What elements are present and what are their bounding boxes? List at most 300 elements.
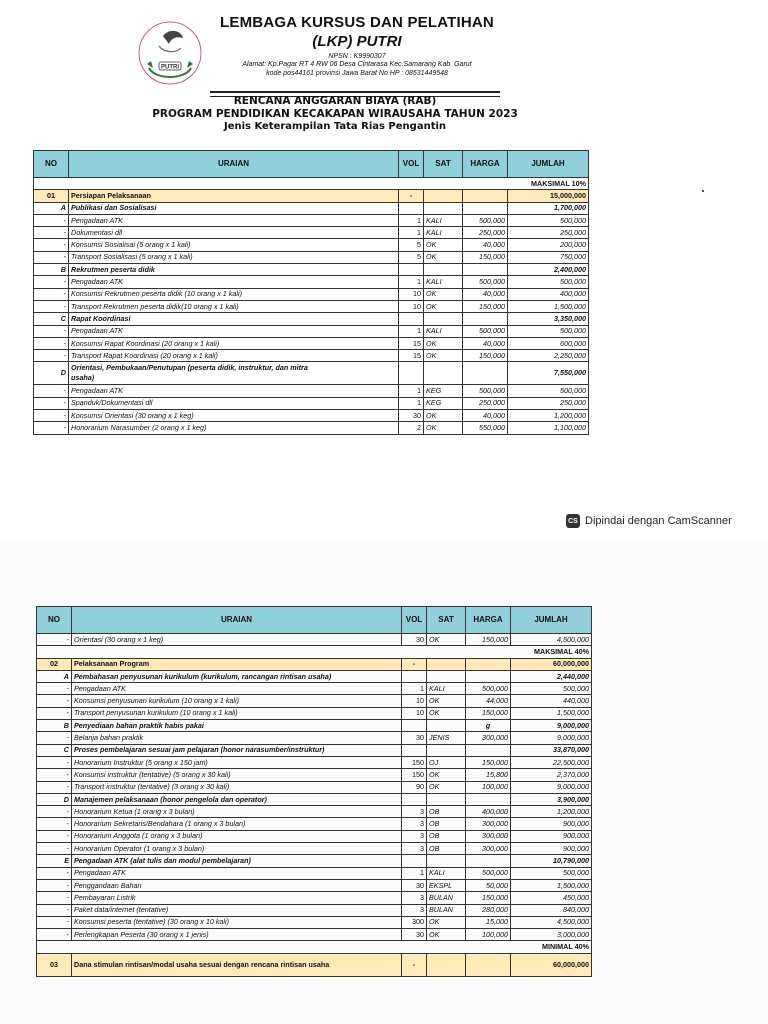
row-sat — [427, 855, 466, 867]
row-vol: - — [402, 953, 427, 976]
row-sat — [427, 658, 466, 670]
max-row-blank — [37, 941, 511, 953]
table-header-row — [34, 151, 589, 178]
row-vol: 15 — [399, 337, 424, 349]
table-row — [34, 337, 589, 349]
row-sat: KALI — [427, 683, 466, 695]
table-row — [34, 276, 589, 288]
row-vol: 300 — [402, 916, 427, 928]
subsection-row — [37, 720, 592, 732]
row-sat — [427, 744, 466, 756]
row-no: A — [37, 670, 72, 682]
row-jumlah: 15,000,000 — [508, 190, 589, 202]
row-no: 03 — [37, 953, 72, 976]
subsection-row — [34, 313, 589, 325]
header-jumlah: JUMLAH — [511, 607, 592, 634]
row-uraian: Konsumsi Rapat Koordinasi (20 orang x 1 kali) — [69, 337, 399, 349]
row-harga — [466, 670, 511, 682]
row-vol: 1 — [399, 214, 424, 226]
row-jumlah: 440,000 — [511, 695, 592, 707]
row-vol: 30 — [402, 732, 427, 744]
row-uraian-line2: usaha) — [71, 373, 95, 383]
row-jumlah: 500,000 — [511, 867, 592, 879]
row-vol: 15 — [399, 350, 424, 362]
row-sat: OK — [427, 929, 466, 941]
row-jumlah: 1,200,000 — [511, 806, 592, 818]
camscanner-text: Dipindai dengan CamScanner — [585, 515, 732, 527]
row-harga: 44,000 — [466, 695, 511, 707]
row-no: - — [37, 830, 72, 842]
title-skill: Jenis Keterampilan Tata Rias Pengantin — [223, 121, 447, 132]
table-row — [34, 325, 589, 337]
table-row — [34, 422, 589, 434]
row-uraian: Honorarium Anggota (1 orang x 3 bulan) — [72, 830, 402, 842]
table-row — [34, 239, 589, 251]
row-no: B — [37, 720, 72, 732]
row-harga: 100,000 — [466, 781, 511, 793]
row-harga: 300,000 — [466, 843, 511, 855]
row-no: - — [34, 325, 69, 337]
row-harga — [463, 202, 508, 214]
max-row — [37, 646, 592, 658]
row-no: - — [37, 769, 72, 781]
table-header-row — [37, 607, 592, 634]
row-harga: 15,000 — [466, 916, 511, 928]
row-uraian: Honorarium Narasumber (2 orang x 1 keg) — [69, 422, 399, 434]
row-vol: 1 — [399, 325, 424, 337]
row-vol — [399, 202, 424, 214]
row-vol: 1 — [402, 683, 427, 695]
row-harga: 280,000 — [466, 904, 511, 916]
row-vol: 1 — [399, 385, 424, 397]
row-harga: 50,000 — [466, 879, 511, 891]
header-vol: VOL — [402, 607, 427, 634]
section-row — [34, 190, 589, 202]
row-vol: 150 — [402, 756, 427, 768]
row-jumlah: 22,500,000 — [511, 756, 592, 768]
header-sat: SAT — [424, 151, 463, 178]
row-harga: 40,000 — [463, 239, 508, 251]
table-row — [37, 806, 592, 818]
row-vol: 30 — [402, 879, 427, 891]
row-uraian: Konsumsi instruktur (tentative) (5 orang x 30 kali) — [72, 769, 402, 781]
table-row — [37, 916, 592, 928]
row-uraian: Pengadaan ATK — [69, 385, 399, 397]
row-jumlah: 500,000 — [511, 683, 592, 695]
row-no: - — [37, 916, 72, 928]
row-sat: OK — [424, 288, 463, 300]
row-no: - — [37, 781, 72, 793]
row-uraian — [69, 362, 399, 385]
row-harga: 500,000 — [466, 867, 511, 879]
row-no: D — [34, 362, 69, 385]
row-harga — [466, 953, 511, 976]
row-vol: 5 — [399, 251, 424, 263]
row-harga: 40,000 — [463, 288, 508, 300]
row-no: - — [34, 251, 69, 263]
header-no: NO — [34, 151, 69, 178]
row-uraian: Perlengkapan Peserta (30 orang x 1 jenis) — [72, 929, 402, 941]
table-row — [34, 227, 589, 239]
row-jumlah: 3,000,000 — [511, 929, 592, 941]
row-no: - — [34, 350, 69, 362]
row-harga: 300,000 — [466, 732, 511, 744]
row-jumlah: 1,200,000 — [508, 410, 589, 422]
row-jumlah: 2,400,000 — [508, 264, 589, 276]
table-row — [37, 683, 592, 695]
row-jumlah: 900,000 — [511, 818, 592, 830]
row-no: - — [34, 288, 69, 300]
row-jumlah: 500,000 — [508, 325, 589, 337]
row-sat — [424, 202, 463, 214]
row-sat: OK — [427, 707, 466, 719]
document-titles — [100, 95, 570, 132]
row-no: - — [34, 410, 69, 422]
table-row — [37, 892, 592, 904]
row-sat: OK — [424, 350, 463, 362]
row-uraian: Proses pembelajaran sesuai jam pelajaran (honor narasumber/instruktur) — [72, 744, 402, 756]
row-no: - — [37, 756, 72, 768]
row-harga: 40,000 — [463, 410, 508, 422]
row-harga: g — [466, 720, 511, 732]
subsection-row — [37, 855, 592, 867]
row-harga — [463, 313, 508, 325]
row-uraian: Honorarium Ketua (1 orang x 3 bulan) — [72, 806, 402, 818]
row-jumlah: 1,100,000 — [508, 422, 589, 434]
row-sat — [427, 793, 466, 805]
title-rab: RENCANA ANGGARAN BIAYA (RAB) — [233, 95, 437, 107]
row-no: - — [37, 904, 72, 916]
row-vol — [402, 744, 427, 756]
row-no: - — [37, 707, 72, 719]
row-harga: 40,000 — [463, 337, 508, 349]
table-row — [34, 251, 589, 263]
max-row-blank — [37, 646, 511, 658]
row-no: - — [37, 879, 72, 891]
header-harga: HARGA — [466, 607, 511, 634]
row-vol: 30 — [399, 410, 424, 422]
header-harga: HARGA — [463, 151, 508, 178]
row-no: - — [34, 276, 69, 288]
row-jumlah: 500,000 — [508, 385, 589, 397]
row-uraian: Transport instruktur (tentative) (3 orang x 30 kali) — [72, 781, 402, 793]
row-uraian: Honorarium Instruktur (5 orang x 150 jam) — [72, 756, 402, 768]
row-harga: 300,000 — [466, 818, 511, 830]
max-label: MAKSIMAL 10% — [508, 178, 589, 190]
row-no: - — [37, 843, 72, 855]
row-no: B — [34, 264, 69, 276]
row-jumlah: 450,000 — [511, 892, 592, 904]
subsection-row — [34, 202, 589, 214]
row-uraian: Transport Sosialisasi (5 orang x 1 kali) — [69, 251, 399, 263]
scan-speck — [702, 190, 704, 192]
row-vol — [402, 855, 427, 867]
max-label: MINIMAL 40% — [511, 941, 592, 953]
row-jumlah: 60,000,000 — [511, 658, 592, 670]
row-vol: 2 — [399, 422, 424, 434]
row-uraian: Transport penyusunan kurikulum (10 orang x 1 kali) — [72, 707, 402, 719]
row-vol: 3 — [402, 806, 427, 818]
row-jumlah: 250,000 — [508, 397, 589, 409]
table-row — [37, 879, 592, 891]
row-uraian: Penggandaan Bahan — [72, 879, 402, 891]
row-sat: KALI — [424, 227, 463, 239]
subsection-row — [34, 362, 589, 385]
row-sat: OK — [427, 769, 466, 781]
row-jumlah: 500,000 — [508, 276, 589, 288]
row-uraian: Konsumsi penyusunan kurikulum (10 orang x 1 kali) — [72, 695, 402, 707]
row-uraian: Pengadaan ATK — [69, 214, 399, 226]
row-no: - — [37, 867, 72, 879]
row-jumlah: 1,700,000 — [508, 202, 589, 214]
row-uraian: Transport Rekrutmen peserta didik(10 orang x 1 kali) — [69, 300, 399, 312]
row-harga: 550,000 — [463, 422, 508, 434]
row-sat: OK — [424, 300, 463, 312]
row-sat: OB — [427, 843, 466, 855]
row-uraian: Honorarium Sekretaris/Bendahara (1 orang x 3 bulan) — [72, 818, 402, 830]
row-sat: BULAN — [427, 892, 466, 904]
row-sat: OK — [424, 239, 463, 251]
row-jumlah: 7,550,000 — [508, 362, 589, 385]
row-vol: 10 — [399, 288, 424, 300]
row-vol — [402, 670, 427, 682]
table-row — [37, 732, 592, 744]
row-no: - — [37, 732, 72, 744]
table-row — [37, 818, 592, 830]
row-vol: 3 — [402, 830, 427, 842]
row-harga — [466, 658, 511, 670]
row-sat: KALI — [424, 276, 463, 288]
row-harga: 150,000 — [466, 707, 511, 719]
row-harga: 500,000 — [463, 276, 508, 288]
row-harga: 500,000 — [466, 683, 511, 695]
row-jumlah: 250,000 — [508, 227, 589, 239]
row-harga: 150,000 — [466, 634, 511, 646]
row-sat — [427, 720, 466, 732]
row-no: - — [37, 683, 72, 695]
row-no: - — [34, 300, 69, 312]
row-no: - — [37, 695, 72, 707]
row-no: - — [34, 422, 69, 434]
row-no: - — [34, 214, 69, 226]
row-jumlah: 750,000 — [508, 251, 589, 263]
row-vol — [402, 720, 427, 732]
row-uraian: Spanduk/Dokumentasi dll — [69, 397, 399, 409]
row-uraian: Paket data/internet (tentative) — [72, 904, 402, 916]
row-harga — [466, 793, 511, 805]
row-jumlah: 9,000,000 — [511, 781, 592, 793]
row-sat: OK — [424, 410, 463, 422]
title-program: PROGRAM PENDIDIKAN KECAKAPAN WIRAUSAHA TAHUN 2023 — [152, 108, 518, 120]
row-vol: 10 — [402, 707, 427, 719]
row-no: A — [34, 202, 69, 214]
row-sat: KALI — [424, 325, 463, 337]
row-no: D — [37, 793, 72, 805]
row-jumlah: 33,870,000 — [511, 744, 592, 756]
row-sat: OK — [427, 916, 466, 928]
table-row — [34, 350, 589, 362]
row-sat — [424, 264, 463, 276]
table-row — [34, 288, 589, 300]
rab-table-page-1 — [33, 150, 589, 435]
row-jumlah: 900,000 — [511, 830, 592, 842]
table-row — [37, 695, 592, 707]
row-uraian: Konsumsi Sosialisai (5 orang x 1 kali) — [69, 239, 399, 251]
row-sat — [427, 670, 466, 682]
table-row — [34, 410, 589, 422]
row-jumlah: 400,000 — [508, 288, 589, 300]
row-no: - — [37, 818, 72, 830]
row-uraian: Pengadaan ATK — [72, 683, 402, 695]
subsection-row — [37, 793, 592, 805]
table-row — [34, 385, 589, 397]
table-row — [37, 830, 592, 842]
header-uraian: URAIAN — [69, 151, 399, 178]
row-no: 01 — [34, 190, 69, 202]
row-vol: 3 — [402, 818, 427, 830]
row-sat: KEG — [424, 385, 463, 397]
institution-short-name: (LKP) PUTRI — [312, 33, 402, 50]
row-uraian: Konsumsi Orientasi (30 orang x 1 keg) — [69, 410, 399, 422]
row-jumlah: 10,790,000 — [511, 855, 592, 867]
row-harga — [466, 855, 511, 867]
row-no: C — [37, 744, 72, 756]
row-sat: OB — [427, 818, 466, 830]
row-vol: - — [399, 190, 424, 202]
row-uraian: Pengadaan ATK (alat tulis dan modul pembelajaran) — [72, 855, 402, 867]
row-sat: OB — [427, 830, 466, 842]
row-vol — [399, 313, 424, 325]
header-sat: SAT — [427, 607, 466, 634]
row-jumlah: 500,000 — [508, 214, 589, 226]
row-no: C — [34, 313, 69, 325]
table-row — [37, 769, 592, 781]
subsection-row — [34, 264, 589, 276]
row-vol: 30 — [402, 929, 427, 941]
row-sat: OK — [424, 251, 463, 263]
row-no: - — [34, 385, 69, 397]
row-vol: 10 — [399, 300, 424, 312]
row-harga: 400,000 — [466, 806, 511, 818]
row-uraian: Pengadaan ATK — [69, 325, 399, 337]
row-jumlah: 600,000 — [508, 337, 589, 349]
row-uraian: Dokumentasi dll — [69, 227, 399, 239]
section-row — [37, 953, 592, 976]
row-uraian: Pembahasan penyusunan kurikulum (kurikulum, rancangan rintisan usaha) — [72, 670, 402, 682]
row-harga: 150,000 — [463, 350, 508, 362]
row-vol: 3 — [402, 843, 427, 855]
row-no: - — [34, 227, 69, 239]
row-uraian: Transport Rapat Koordinasi (20 orang x 1 kali) — [69, 350, 399, 362]
row-harga: 150,000 — [466, 756, 511, 768]
row-sat: EKSPL — [427, 879, 466, 891]
header-jumlah: JUMLAH — [508, 151, 589, 178]
row-uraian: Dana stimulan rintisan/modal usaha sesuai dengan rencana rintisan usaha — [72, 953, 402, 976]
row-jumlah: 840,000 — [511, 904, 592, 916]
row-harga — [463, 190, 508, 202]
institution-name: LEMBAGA KURSUS DAN PELATIHAN — [220, 14, 494, 31]
row-vol — [402, 793, 427, 805]
row-harga — [466, 744, 511, 756]
row-jumlah: 60,000,000 — [511, 953, 592, 976]
section-row — [37, 658, 592, 670]
camscanner-watermark — [566, 513, 732, 529]
row-sat: OK — [427, 695, 466, 707]
row-sat: JENIS — [427, 732, 466, 744]
row-vol: 3 — [402, 892, 427, 904]
row-uraian: Pembayaran Listrik — [72, 892, 402, 904]
row-uraian: Pelaksanaan Program — [72, 658, 402, 670]
row-vol — [399, 362, 424, 385]
row-harga — [463, 264, 508, 276]
row-jumlah: 200,000 — [508, 239, 589, 251]
row-no: E — [37, 855, 72, 867]
table-row — [37, 867, 592, 879]
row-sat: OK — [424, 337, 463, 349]
row-harga: 500,000 — [463, 214, 508, 226]
row-vol: 3 — [402, 904, 427, 916]
row-jumlah: 4,500,000 — [511, 916, 592, 928]
address-line-1: Alamat: Kp.Pagar RT 4 RW 06 Desa Cintarasa Kec.Samarang Kab. Garut — [242, 61, 472, 68]
row-vol: 1 — [402, 867, 427, 879]
row-harga: 300,000 — [466, 830, 511, 842]
row-vol: 1 — [399, 227, 424, 239]
table-row — [37, 756, 592, 768]
table-row — [37, 781, 592, 793]
row-uraian: Penyediaan bahan praktik habis pakai — [72, 720, 402, 732]
row-harga: 100,000 — [466, 929, 511, 941]
lkp-putri-logo — [135, 18, 205, 88]
table-row — [37, 843, 592, 855]
row-harga: 150,000 — [463, 251, 508, 263]
row-uraian: Pengadaan ATK — [72, 867, 402, 879]
row-sat: KEG — [424, 397, 463, 409]
row-uraian: Manajemen pelaksanaan (honor pengelola dan operator) — [72, 793, 402, 805]
row-sat — [424, 190, 463, 202]
row-uraian: Honorarium Operator (1 orang x 3 bulan) — [72, 843, 402, 855]
row-vol: 30 — [402, 634, 427, 646]
row-harga: 15,800 — [466, 769, 511, 781]
row-uraian: Orientasi (30 orang x 1 keg) — [72, 634, 402, 646]
row-uraian: Konsumsi Rekrutmen peserta didik (10 orang x 1 kali) — [69, 288, 399, 300]
row-jumlah: 1,500,000 — [511, 879, 592, 891]
subsection-row — [37, 744, 592, 756]
table-row — [37, 634, 592, 646]
table-row — [34, 397, 589, 409]
row-jumlah: 900,000 — [511, 843, 592, 855]
row-harga: 500,000 — [463, 385, 508, 397]
row-jumlah: 1,500,000 — [508, 300, 589, 312]
row-jumlah: 2,440,000 — [511, 670, 592, 682]
logo-text: PUTRI — [161, 64, 179, 71]
row-vol: 90 — [402, 781, 427, 793]
max-row — [34, 178, 589, 190]
row-vol: 150 — [402, 769, 427, 781]
table-row — [37, 707, 592, 719]
table-row — [34, 300, 589, 312]
row-uraian: Persiapan Pelaksanaan — [69, 190, 399, 202]
row-sat — [424, 362, 463, 385]
row-sat: OK — [424, 422, 463, 434]
row-harga: 150,000 — [463, 300, 508, 312]
row-vol: 10 — [402, 695, 427, 707]
row-no: - — [34, 397, 69, 409]
row-uraian-line1: Orientasi, Pembukaan/Penutupan (peserta didik, instruktur, dan mitra — [71, 363, 308, 373]
row-sat: OK — [427, 781, 466, 793]
row-no: - — [37, 634, 72, 646]
max-label: MAKSIMAL 40% — [511, 646, 592, 658]
table-row — [37, 929, 592, 941]
